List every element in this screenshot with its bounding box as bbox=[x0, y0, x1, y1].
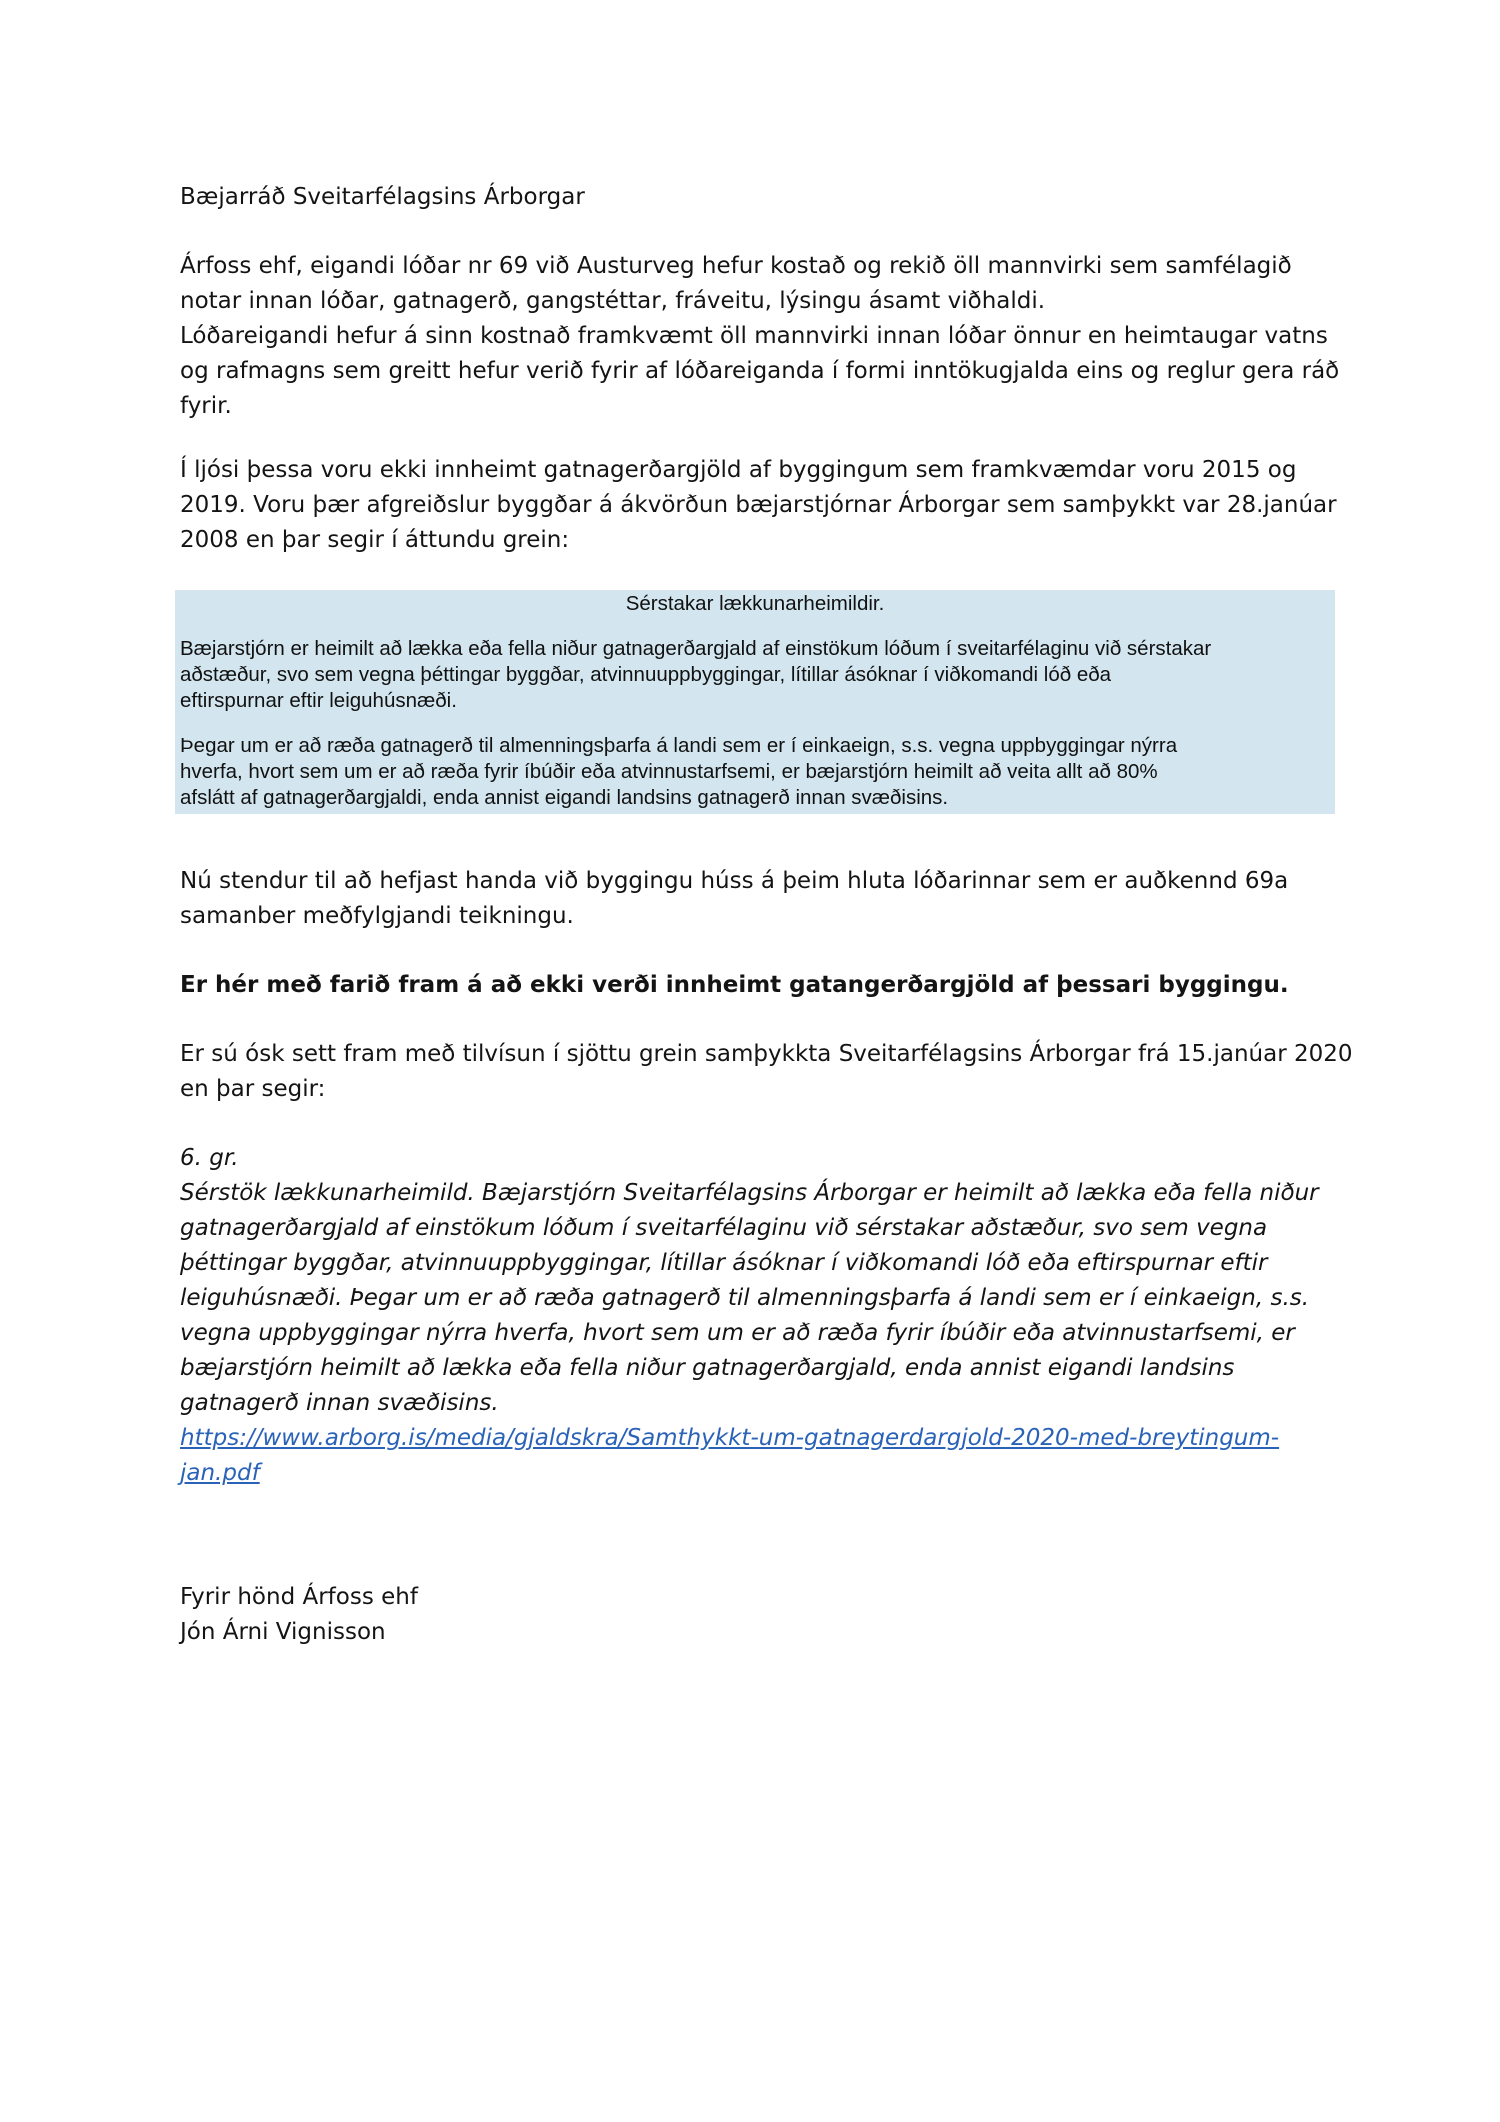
context-paragraph bbox=[180, 453, 1340, 558]
text-line: Þegar um er að ræða gatnagerð til almenningsþarfa á landi sem er í einkaeign, s.s. vegna uppbyggingar nýrra bbox=[180, 734, 1178, 757]
text-line: Árfoss ehf, eigandi lóðar nr 69 við Austurveg hefur kostað og rekið öll mannvirki sem samfélagið bbox=[180, 253, 1292, 279]
article-heading: 6. gr. bbox=[180, 1145, 239, 1171]
text-line: leiguhúsnæði. Þegar um er að ræða gatnagerð til almenningsþarfa á landi sem er í einkaeign, s.s. bbox=[180, 1285, 1310, 1311]
quoted-regulation-box bbox=[175, 590, 1335, 814]
request-text: Er hér með farið fram á að ekki verði innheimt gatangerðargjöld af þessari byggingu. bbox=[180, 972, 1289, 998]
text-line: fyrir. bbox=[180, 393, 232, 419]
text-line: notar innan lóðar, gatnagerð, gangstéttar, fráveitu, lýsingu ásamt viðhaldi. bbox=[180, 288, 1046, 314]
quote-paragraph-2 bbox=[180, 733, 1335, 811]
text-line: aðstæður, svo sem vegna þéttingar byggðar, atvinnuuppbyggingar, lítillar ásóknar í viðkomandi lóð eða bbox=[180, 663, 1112, 686]
recipient-line bbox=[180, 180, 1340, 215]
text-line: Nú stendur til að hefjast handa við byggingu húss á þeim hluta lóðarinnar sem er auðkennd 69a bbox=[180, 868, 1289, 894]
signature-on-behalf: Fyrir hönd Árfoss ehf bbox=[180, 1584, 418, 1610]
text-line: hverfa, hvort sem um er að ræða fyrir íbúðir eða atvinnustarfsemi, er bæjarstjórn heimilt að veita allt að 80% bbox=[180, 760, 1158, 783]
article-quote bbox=[180, 1141, 1340, 1491]
request-paragraph bbox=[180, 968, 1340, 1003]
text-line: 2008 en þar segir í áttundu grein: bbox=[180, 527, 570, 553]
text-line: en þar segir: bbox=[180, 1076, 326, 1102]
text-line: vegna uppbyggingar nýrra hverfa, hvort sem um er að ræða fyrir íbúðir eða atvinnustarfsemi, er bbox=[180, 1320, 1295, 1346]
intro-paragraph bbox=[180, 249, 1340, 424]
reference-paragraph bbox=[180, 1037, 1353, 1107]
quote-paragraph-1 bbox=[180, 636, 1335, 714]
text-line: og rafmagns sem greitt hefur verið fyrir af lóðareiganda í formi inntökugjalda eins og reglur gera ráð bbox=[180, 358, 1340, 384]
text-line: bæjarstjórn heimilt að lækka eða fella niður gatnagerðargjald, enda annist eigandi landsins bbox=[180, 1355, 1235, 1381]
text-line: gatnagerðargjald af einstökum lóðum í sveitarfélaginu við sérstakar aðstæður, svo sem vegna bbox=[180, 1215, 1268, 1241]
text-line: Sérstök lækkunarheimild. Bæjarstjórn Sveitarfélagsins Árborgar er heimilt að lækka eða fella niður bbox=[180, 1180, 1319, 1206]
recipient-text: Bæjarráð Sveitarfélagsins Árborgar bbox=[180, 184, 585, 210]
text-line: eftirspurnar eftir leiguhúsnæði. bbox=[180, 689, 457, 712]
text-line: þéttingar byggðar, atvinnuuppbyggingar, lítillar ásóknar í viðkomandi lóð eða eftirspurnar eftir bbox=[180, 1250, 1268, 1276]
plan-paragraph bbox=[180, 864, 1340, 934]
regulation-link[interactable]: https://www.arborg.is/media/gjaldskra/Samthykkt-um-gatnagerdargjold-2020-med-breytingum- bbox=[180, 1425, 1280, 1451]
text-line: samanber meðfylgjandi teikningu. bbox=[180, 903, 574, 929]
signature-block bbox=[180, 1580, 1340, 1650]
text-line: Í ljósi þessa voru ekki innheimt gatnagerðargjöld af byggingum sem framkvæmdar voru 2015 og bbox=[180, 457, 1297, 483]
text-line: afslátt af gatnagerðargjaldi, enda annist eigandi landsins gatnagerð innan svæðisins. bbox=[180, 786, 949, 809]
text-line: Bæjarstjórn er heimilt að lækka eða fella niður gatnagerðargjald af einstökum lóðum í sveitarfélaginu við sérstakar bbox=[180, 637, 1212, 660]
text-line: Lóðareigandi hefur á sinn kostnað framkvæmt öll mannvirki innan lóðar önnur en heimtaugar vatns bbox=[180, 323, 1328, 349]
text-line: Er sú ósk sett fram með tilvísun í sjöttu grein samþykkta Sveitarfélagsins Árborgar frá 15.janúar 2020 bbox=[180, 1041, 1353, 1067]
text-line: 2019. Voru þær afgreiðslur byggðar á ákvörðun bæjarstjórnar Árborgar sem samþykkt var 28.janúar bbox=[180, 492, 1337, 518]
text-line: gatnagerð innan svæðisins. bbox=[180, 1390, 499, 1416]
signature-name: Jón Árni Vignisson bbox=[180, 1619, 386, 1645]
regulation-link-continued[interactable]: jan.pdf bbox=[180, 1460, 260, 1486]
quote-title: Sérstakar lækkunarheimildir. bbox=[625, 592, 885, 615]
